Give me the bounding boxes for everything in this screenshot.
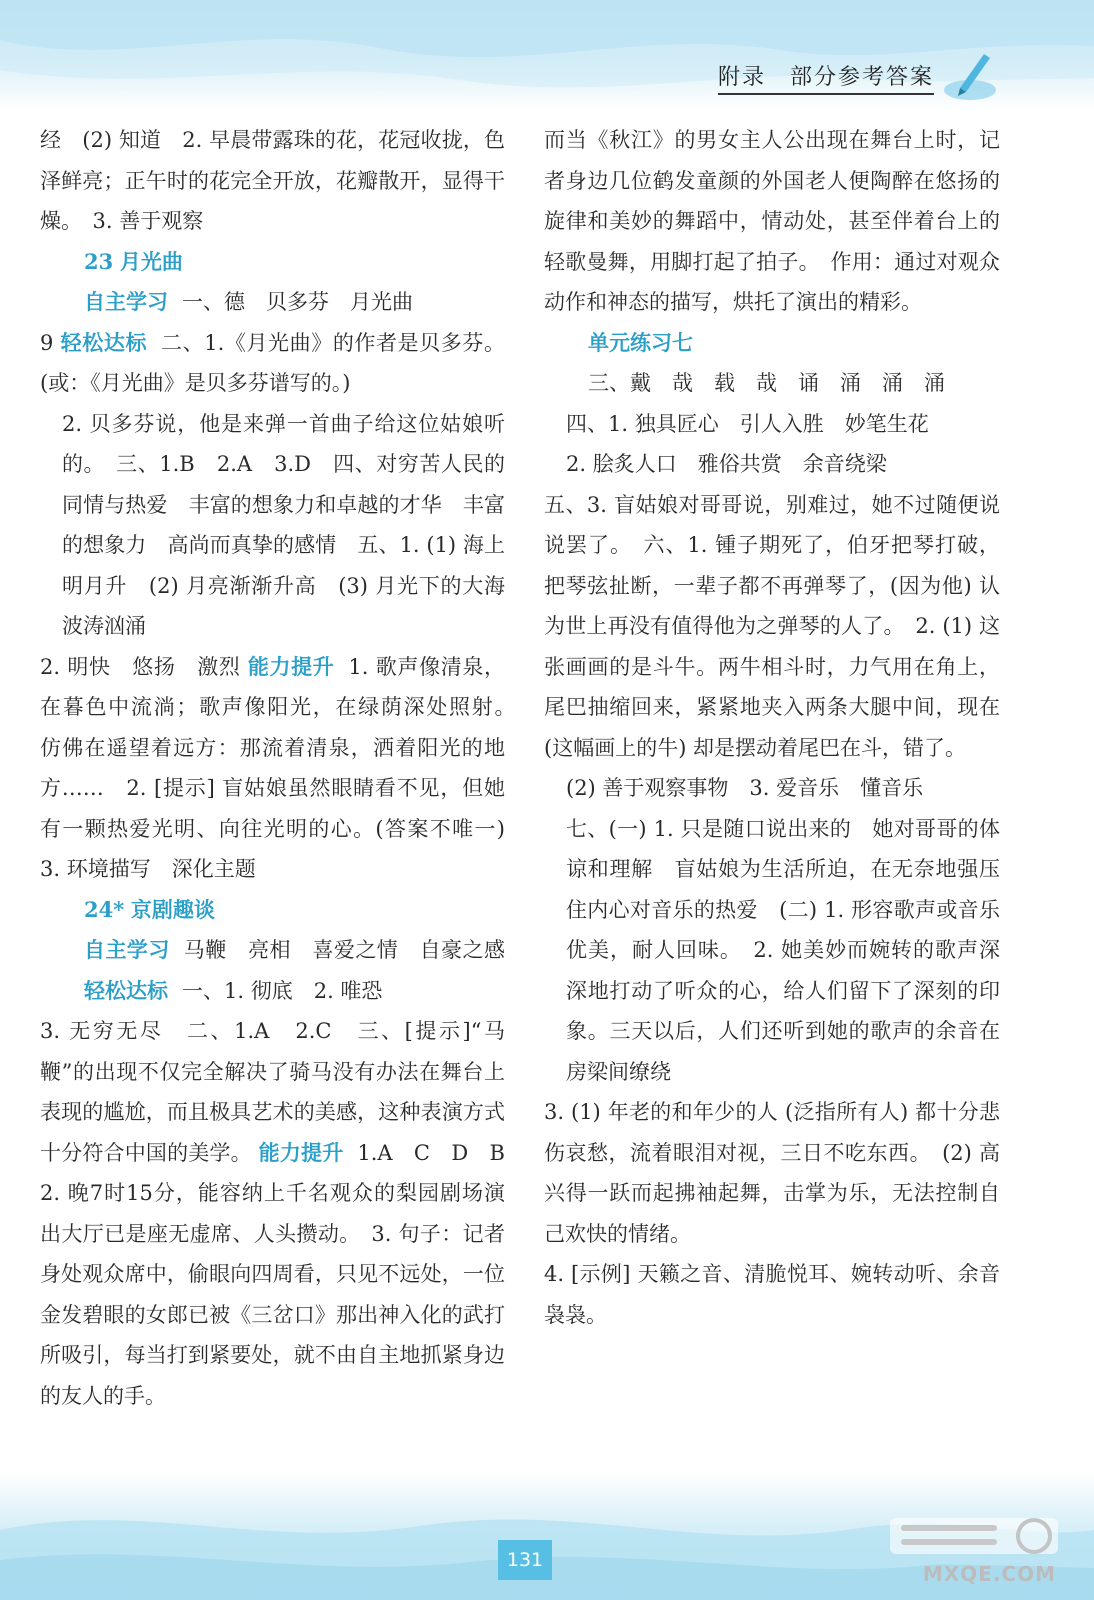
lesson-number: 24* xyxy=(84,896,125,922)
pencil-decoration-icon xyxy=(940,44,1004,108)
lesson-heading-23 xyxy=(40,242,505,283)
answer-paragraph: 七、(一) 1. 只是随口说出来的 她对哥哥的体谅和理解 盲姑娘为生活所迫，在无奈地强压住内心对音乐的热爱 (二) 1. 形容歌声或音乐优美，耐人回味。 2. 她美妙而婉转的歌声深深地打动了听众的心，给人们留下了深刻的印象。三天以后，人们还听到她的歌声的余音在房梁间缭绕 xyxy=(566,816,1000,1084)
answer-paragraph: 2. 贝多芬说，他是来弹一首曲子给这位姑娘听的。 三、1.B 2.A 3.D 四、对穷苦人民的同情与热爱 丰富的想象力和卓越的才华 丰富的想象力 高尚而真挚的感情 五、1. (1) 海上明月升 (2) 月亮渐渐升高 (3) 月光下的大海波涛汹涌 xyxy=(62,411,505,638)
answer-paragraph: (2) 善于观察事物 3. 爱音乐 懂音乐 xyxy=(566,776,924,800)
section-tag: 自主学习 xyxy=(84,937,170,962)
section-tag: 轻松达标 xyxy=(84,977,168,1003)
answer-paragraph xyxy=(40,323,505,404)
answer-paragraph xyxy=(40,930,505,1011)
answer-text: 二、1.《月光曲》的作者是贝多芬。(或：《月光曲》是贝多芬谱写的。) xyxy=(40,330,505,395)
answer-paragraph: 4. [示例] 天籁之音、清脆悦耳、婉转动听、余音袅袅。 xyxy=(544,1262,1000,1327)
answer-paragraph: 经 (2) 知道 2. 早晨带露珠的花，花冠收拢，色泽鲜亮；正午时的花完全开放，花瓣散开，显得干燥。 3. 善于观察 xyxy=(40,128,505,233)
answer-paragraph: 3. (1) 年老的和年少的人 (泛指所有人) 都十分悲伤哀愁，流着眼泪对视，三日不吃东西。 (2) 高兴得一跃而起拂袖起舞，击掌为乐，无法控制自己欢快的情绪。 xyxy=(544,1100,1000,1246)
section-tag: 轻松达标 xyxy=(60,329,148,355)
answer-paragraph: 2. 脍炙人口 雅俗共赏 余音绕梁 xyxy=(566,452,887,476)
unit-title: 单元练习七 xyxy=(588,329,693,355)
lesson-number: 23 xyxy=(84,248,114,274)
section-tag: 能力提升 xyxy=(247,653,335,679)
answer-text: 1. 歌声像清泉，在暮色中流淌；歌声像阳光，在绿荫深处照射。 仿佛在遥望着远方：那流着清泉，洒着阳光的地方…… 2. [提示] 盲姑娘虽然眼睛看不见，但她有一颗热爱光明、向往光明的心。(答案不唯一) 3. 环境描写 深化主题 xyxy=(40,654,526,881)
left-column xyxy=(40,120,526,1416)
header-title: 附录 部分参考答案 xyxy=(718,60,934,95)
right-column xyxy=(544,120,1000,1335)
answer-paragraph: 四、1. 独具匠心 引人入胜 妙笔生花 xyxy=(566,411,929,436)
answer-paragraph: 而当《秋江》的男女主人公出现在舞台上时，记者身边几位鹤发童颜的外国老人便陶醉在悠扬的旋律和美妙的舞蹈中，情动处，甚至伴着台上的轻歌曼舞，用脚打起了拍子。 作用：通过对观众动作和神态的描写，烘托了演出的精彩。 xyxy=(544,128,1000,314)
answer-paragraph xyxy=(40,647,526,890)
answer-text: 3. 无穷无尽 二、1.A 2.C 三、[提示]“马鞭”的出现不仅完全解决了骑马没有办法在舞台上表现的尴尬，而且极具艺术的美感，这种表演方式十分符合中国的美学。 xyxy=(40,1019,505,1165)
answer-paragraph: 三、戴 哉 载 哉 诵 涌 涌 涌 xyxy=(588,371,945,395)
section-tag: 自主学习 xyxy=(84,289,168,314)
answer-text: 9 xyxy=(40,330,54,355)
lesson-title: 月光曲 xyxy=(119,248,183,274)
answer-text: 2. 明快 悠扬 激烈 xyxy=(40,654,241,679)
lesson-title: 京剧趣谈 xyxy=(130,896,215,922)
answer-text: 一、1. 彻底 2. 唯恐 xyxy=(182,978,383,1003)
answer-paragraph xyxy=(40,282,505,323)
page-number: 131 xyxy=(498,1540,552,1580)
section-tag: 能力提升 xyxy=(258,1139,344,1165)
answer-paragraph: 五、3. 盲姑娘对哥哥说，别难过，她不过随便说说罢了。 六、1. 锺子期死了，伯牙把琴打破，把琴弦扯断，一辈子都不再弹琴了，(因为他) 认为世上再没有值得他为之弹琴的人了。 2. (1) 这张画画的是斗牛。两牛相斗时，力气用在角上，尾巴抽缩回来，紧紧地夹入两条大腿中间，现在 (这幅画上的牛) 却是摆动着尾巴在斗，错了。 xyxy=(544,492,1000,760)
answer-text: 1.A C D B 2. 晚7时15分，能容纳上千名观众的梨园剧场演出大厅已是座无虚席、人头攒动。 3. 句子：记者身处观众席中，偷眼向四周看，只见不远处，一位金发碧眼的女郎已被《三岔口》那出神入化的武打所吸引，每当打到紧要处，就不由自主地抓紧身边的友人的手。 xyxy=(40,1140,526,1408)
watermark-text: MXQE.COM xyxy=(922,1562,1056,1586)
lesson-heading-24 xyxy=(40,890,505,931)
answer-text: 马鞭 亮相 喜爱之情 自豪之感 xyxy=(183,938,506,962)
answer-paragraph xyxy=(40,1011,526,1416)
answer-text: 一、德 贝多芬 月光曲 xyxy=(182,290,413,314)
unit-heading xyxy=(544,323,1000,364)
